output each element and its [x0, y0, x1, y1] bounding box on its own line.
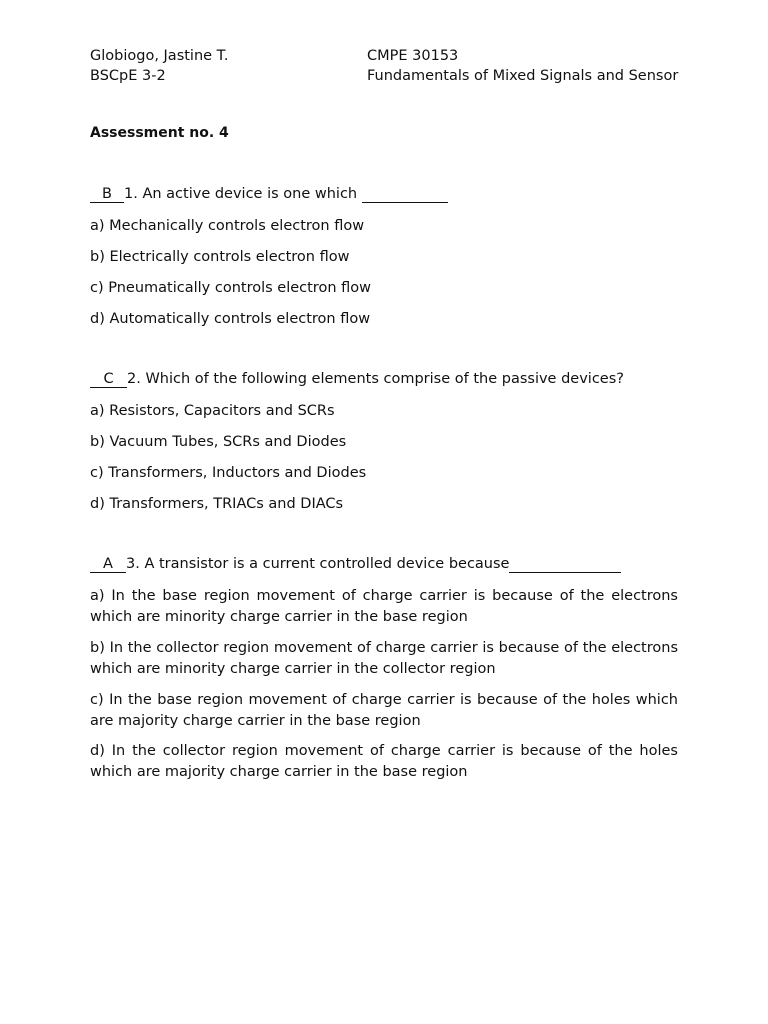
question-3-option-d: d) In the collector region movement of charge carrier is because of the holes which are majority charge carrier in the base region: [90, 743, 678, 780]
question-1-prompt: 1. An active device is one which: [124, 186, 358, 202]
question-1-option-b: b) Electrically controls electron flow: [90, 249, 350, 265]
answer-blank-3: A: [90, 556, 126, 573]
question-3-option-a: a) In the base region movement of charge carrier is because of the electrons which are minority charge carrier in the base region: [90, 588, 678, 625]
question-2-option-b: b) Vacuum Tubes, SCRs and Diodes: [90, 434, 347, 450]
question-3: [90, 556, 678, 573]
question-1-option-a: a) Mechanically controls electron flow: [90, 218, 365, 234]
prompt-blank-1: [362, 186, 448, 203]
question-3-prompt: 3. A transistor is a current controlled device because: [126, 556, 510, 572]
prompt-blank-3: [509, 556, 621, 573]
question-3-option-c: c) In the base region movement of charge carrier is because of the holes which are majority charge carrier in the base region: [90, 692, 678, 729]
question-2-prompt: 2. Which of the following elements comprise of the passive devices?: [127, 371, 624, 387]
course-title: Fundamentals of Mixed Signals and Sensor: [367, 68, 679, 84]
header-right: [367, 46, 678, 86]
answer-blank-1: B: [90, 186, 124, 203]
question-1-option-c: c) Pneumatically controls electron flow: [90, 280, 371, 296]
header-left: [90, 46, 228, 86]
answer-blank-2: C: [90, 371, 127, 388]
question-2-option-a: a) Resistors, Capacitors and SCRs: [90, 403, 335, 419]
question-1: [90, 186, 678, 203]
student-name: Globiogo, Jastine T.: [90, 48, 229, 64]
assessment-title: Assessment no. 4: [90, 125, 229, 141]
question-1-option-d: d) Automatically controls electron flow: [90, 311, 371, 327]
course-code: CMPE 30153: [367, 48, 459, 64]
question-2-option-d: d) Transformers, TRIACs and DIACs: [90, 496, 344, 512]
question-2-option-c: c) Transformers, Inductors and Diodes: [90, 465, 367, 481]
question-2: [90, 371, 678, 388]
question-3-option-b: b) In the collector region movement of charge carrier is because of the electrons which are minority charge carrier in the collector region: [90, 640, 678, 677]
student-section: BSCpE 3-2: [90, 68, 166, 84]
